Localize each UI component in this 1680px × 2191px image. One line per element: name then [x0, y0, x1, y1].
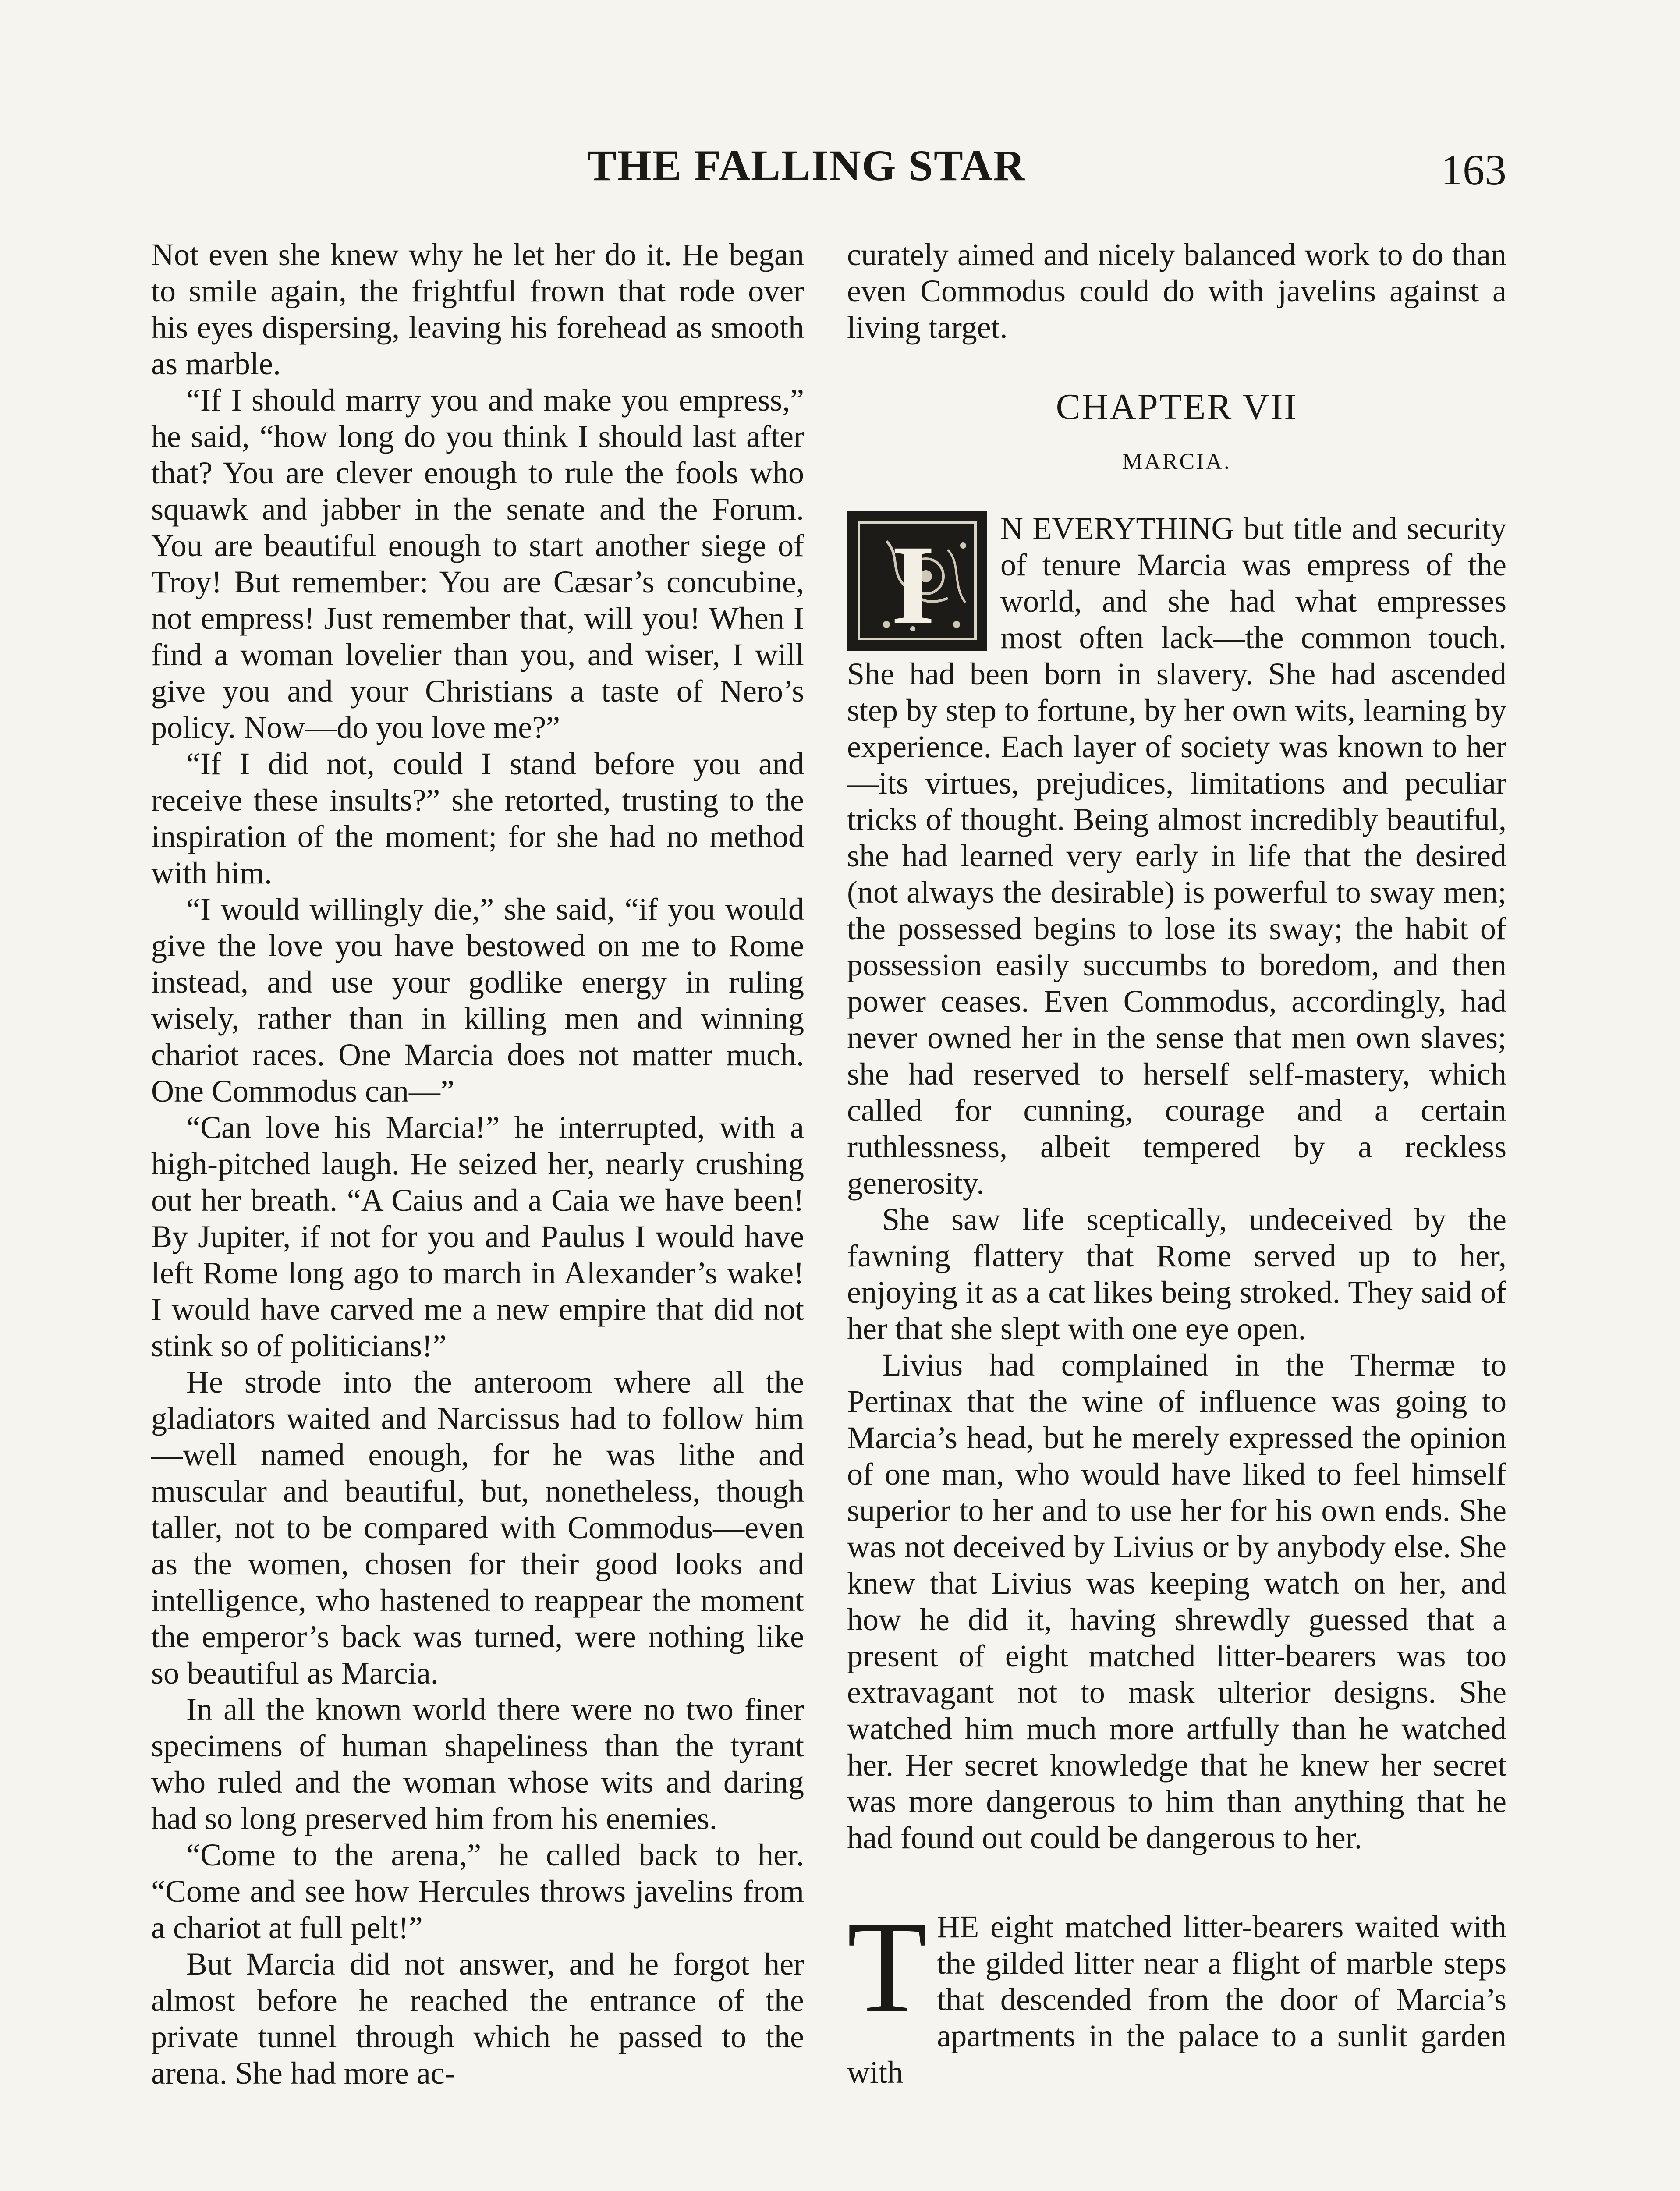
paragraph: “Come to the arena,” he called back to her. “Come and see how Hercules throws javelins from a chariot at full pelt!”: [151, 1837, 804, 1945]
section-break: [847, 1856, 1506, 1909]
paragraph: “I would willingly die,” she said, “if you would give the love you have bestowed on me to Rome instead, and use your godlike energy in ruling wisely, rather than in killing men and winning chariot races. One Marcia does not matter much. One Commodus can—”: [151, 892, 804, 1109]
paragraph: He strode into the anteroom where all the gladiators waited and Narcissus had to follow him—well named enough, for he was lithe and muscular and beautiful, but, nonetheless, though taller, not to be compared with Commodus—even as the women, chosen for their good looks and intelligence, who hastened to reappear the moment the emperor’s back was turned, were nothing like so beautiful as Marcia.: [151, 1365, 804, 1691]
paragraph: She saw life sceptically, undeceived by the fawning flattery that Rome served up to her, enjoying it as a cat likes being stroked. They said of her that she slept with one eye open.: [847, 1202, 1506, 1346]
paragraph: But Marcia did not answer, and he forgot her almost before he reached the entrance of the private tunnel through which he passed to the arena. She had more ac-: [151, 1946, 804, 2091]
page-number: 163: [1441, 145, 1506, 194]
paragraph: In all the known world there were no two finer specimens of human shapeliness than the tyrant who ruled and the woman whose wits and daring had so long preserved him from his enemies.: [151, 1692, 804, 1836]
right-column: [847, 237, 1506, 2091]
continuation-paragraph: curately aimed and nicely balanced work to do than even Commodus could do with javelins against a living target.: [847, 237, 1506, 345]
chapter-opening-paragraph: [847, 511, 1506, 1202]
paragraph: “Can love his Marcia!” he interrupted, with a high-pitched laugh. He seized her, nearly crushing out her breath. “A Caius and a Caia we have been! By Jupiter, if not for you and Paulus I would have left Rome long ago to march in Alexander’s wake! I would have carved me a new empire that did not stink so of politicians!”: [151, 1110, 804, 1363]
paragraph-text: N EVERYTHING but title and security of tenure Marcia was empress of the world, and she had what empresses most often lack—the common touch. She had been born in slavery. She had ascended step by step to fortune, by her own wits, learning by experience. Each layer of society was known to her—its virtues, prejudices, limitations and peculiar tricks of thought. Being almost incredibly beautiful, she had learned very early in life that the desired (not always the desirable) is powerful to sway men; the possessed begins to lose its sway; the habit of possession easily succumbs to boredom, and then power ceases. Even Commodus, accordingly, had never owned her in the sense that men own slaves; she had reserved to herself self-mastery, which called for cunning, courage and a certain ruthlessness, albeit tempered by a reckless generosity.: [847, 511, 1506, 1201]
paragraph-text: HE eight matched litter-bearers waited with the gilded litter near a flight of marble steps that descended from the door of Marcia’s apartments in the palace to a sunlit garden with: [847, 1909, 1506, 2090]
paragraph: “If I should marry you and make you empress,” he said, “how long do you think I should last after that? You are clever enough to rule the fools who squawk and jabber in the senate and the Forum. You are beautiful enough to start another siege of Troy! But remember: You are Cæsar’s concubine, not empress! Just remember that, will you! When I find a woman lovelier than you, and wiser, I will give you and your Christians a taste of Nero’s policy. Now—do you love me?”: [151, 383, 804, 745]
page-header: [0, 140, 1680, 202]
ornamental-dropcap: [847, 511, 987, 651]
ornament-frame: [858, 521, 977, 640]
paragraph: Not even she knew why he let her do it. He began to smile again, the frightful frown that rode over his eyes dispersing, leaving his forehead as smooth as marble.: [151, 237, 804, 381]
chapter-subtitle: MARCIA.: [1122, 449, 1232, 474]
paragraph: “If I did not, could I stand before you and receive these insults?” she retorted, trusting to the inspiration of the moment; for she had no method with him.: [151, 746, 804, 890]
section-dropcap: T: [847, 1894, 928, 2040]
chapter-title: CHAPTER VII: [1056, 386, 1298, 427]
dropcap-letter: I: [891, 522, 936, 640]
running-title: THE FALLING STAR: [587, 141, 1026, 190]
paragraph: Livius had complained in the Thermæ to Pertinax that the wine of influence was going to Marcia’s head, but he merely expressed the opinion of one man, who would have liked to feel himself superior to her and to use her for his own ends. She was not deceived by Livius or by anybody else. She knew that Livius was keeping watch on her, and how he did it, having shrewdly guessed that a present of eight matched litter-bearers was too extravagant not to mask ulterior designs. She watched him much more artfully than he watched her. Her secret knowledge that he knew her secret was more dangerous to him than anything that he had found out could be dangerous to her.: [847, 1347, 1506, 1855]
section-opening-paragraph: [847, 1894, 1506, 2091]
left-column: [151, 237, 804, 2092]
